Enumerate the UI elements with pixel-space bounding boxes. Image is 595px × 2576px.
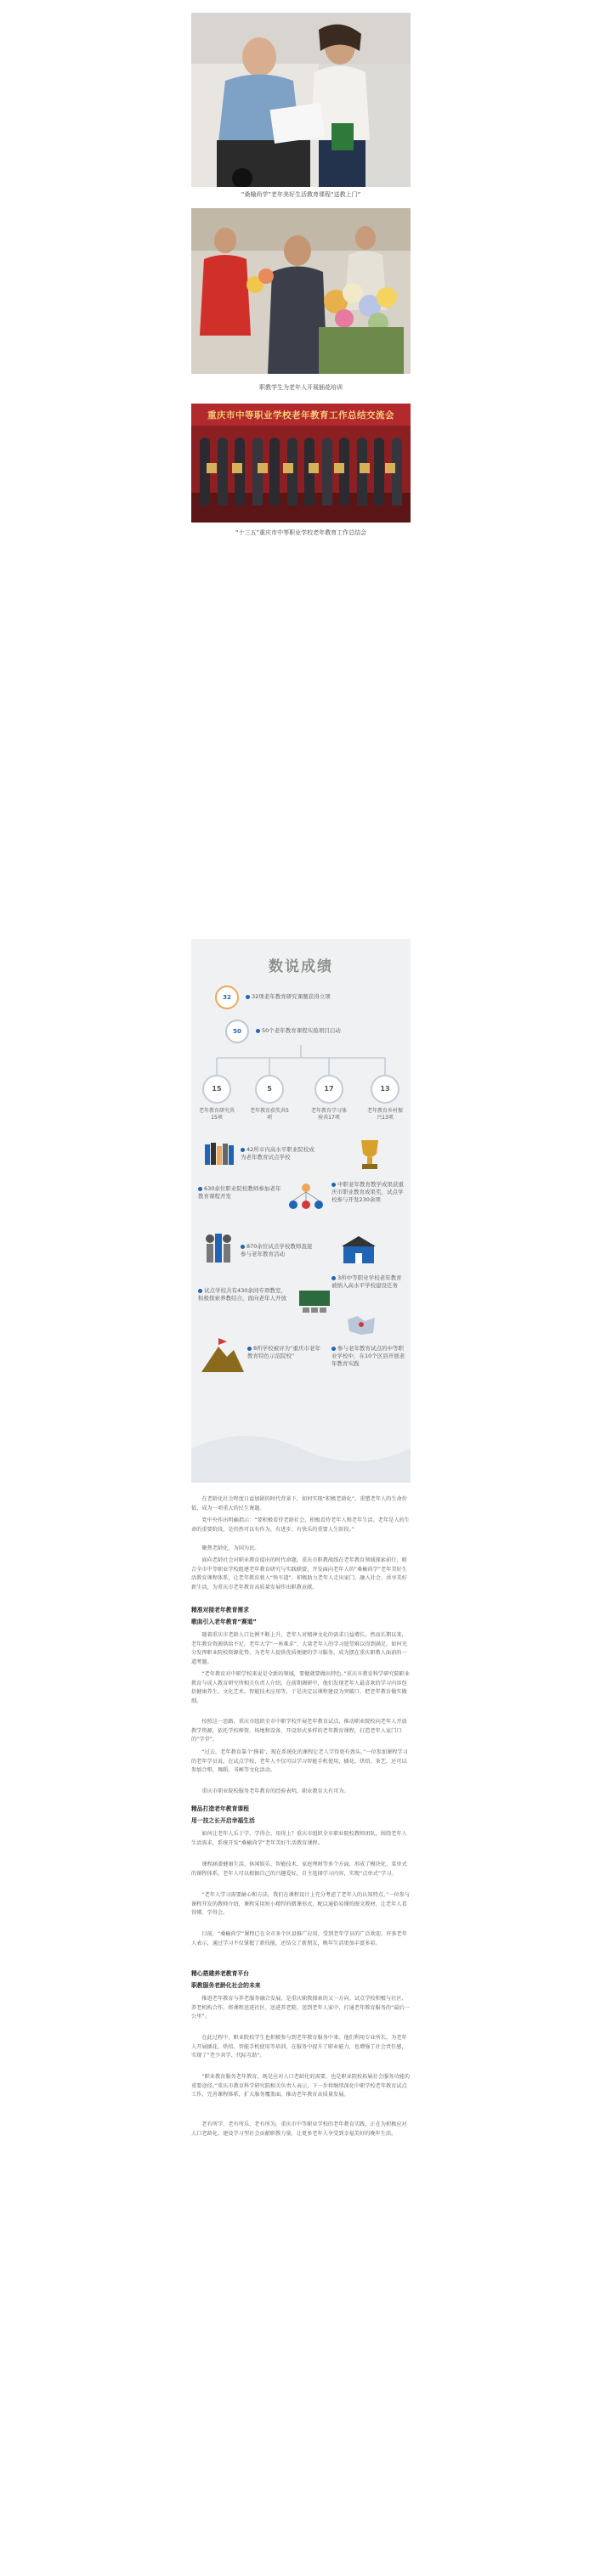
bullet-icon — [198, 1187, 202, 1191]
bullet-icon — [332, 1276, 336, 1280]
article-paragraph: 在此过程中，职业院校学生也积极参与到老年教育服务中来。他们利用专业所长，为老年人开展插花、烘焙、智能手机使用等培训，在服务中提升了职业能力，也增强了社会责任感，实现了“老少共学、代际互助”。 — [191, 2035, 407, 2059]
article-paragraph: 随着重庆市老龄人口比例不断上升，老年人对精神文化的需求日益增长。然而长期以来，老年教育资源供给不足，老年大学“一座难求”，大量老年人的学习愿望难以得到满足。如何充分发挥职业院校资源优势，为老年人提供优质便捷的学习服务，成为摆在重庆职教人面前的一道考题。 — [191, 1632, 407, 1665]
pill-label-research: 老年教育研究共15项 — [198, 1108, 235, 1121]
stat-teachers-activities: 870余位试点学校教师直接参与老年教育活动 — [241, 1243, 313, 1257]
caption-photo-3: “十三五”重庆市中等职业学校老年教育工作总结会 — [235, 529, 367, 536]
pill-awards: 5 — [255, 1075, 284, 1104]
stat-achievements: 中职老年教育教学成果获重庆市职业教育成果奖，试点学校参与开发230余项 — [332, 1181, 404, 1203]
stat-demonstration-schools: 8所学校被评为“重庆市老年教育特色示范院校” — [247, 1345, 321, 1359]
section-heading: 精品打造老年教育课程 — [191, 1805, 249, 1812]
books-icon — [203, 1141, 237, 1167]
pill-rural: 13 — [371, 1075, 400, 1104]
pill-label-rural: 老年教育乡村振兴13项 — [366, 1108, 403, 1121]
award-plaques — [207, 463, 395, 475]
mountain-flag-icon — [201, 1338, 244, 1372]
stat-pilot-schools: 42所市内高水平职业院校成为老年教育试点学校 — [241, 1146, 314, 1161]
photo-flower-training — [191, 208, 411, 374]
photo-summary-meeting — [191, 404, 411, 523]
article-paragraph: “老年教育对中职学校来说是全新的领域，要做就要做出特色。”重庆市教育科学研究院职业教育与成人教育研究所相关负责人介绍，在前期调研中，他们发现老年人最喜欢的学习内容包括健康养生、文化艺术、智能技术应用等，于是决定以课程建设为突破口，把老年教育做实做细。 — [191, 1671, 411, 1704]
article-paragraph: “过去，老年教育靠个‘摸着’，现在系统化的课程让老人学得更有劲头。”一位参加课程学习的老年学员说。在试点学校，老年人不仅可以学习智能手机使用、插花、烘焙、茶艺，还可以参加合唱、舞蹈、书画等文化活动。 — [191, 1749, 408, 1773]
stat-classrooms: 试点学校共有430余间专项教室，积极探索养教结合，面向老年人开放 — [198, 1287, 286, 1302]
bullet-icon — [241, 1245, 245, 1249]
classroom-icon — [298, 1289, 332, 1314]
section-subheading: 职教服务老龄化社会的未来 — [191, 1982, 261, 1989]
article-paragraph: 聚焦老龄化，为国为民。 — [201, 1545, 260, 1551]
school-icon — [340, 1236, 377, 1265]
people-network-icon — [285, 1181, 327, 1215]
banner-text: 重庆市中等职业学校老年教育工作总结交流会 — [207, 410, 394, 421]
article-paragraph: 目前，“桑榆尚学”课程已在全市多个区县推广应用，受到老年学员的广泛欢迎。许多老年人表示，通过学习不仅掌握了新技能，还结交了新朋友，晚年生活更加丰富多彩。 — [191, 1931, 407, 1946]
article-paragraph: 面向老龄社会对职业教育提出的时代命题，重庆市职教战线在老年教育领域探索前行，联合全市中等职业学校组建老年教育研究与实践联盟，开发面向老年人的“桑榆尚学”老年美好生活教育课程体系，让老年教育驶入“快车道”，积极助力老年人走出家门、融入社会、共享美好新生活，为重庆市老年教育高质量发展作出职教贡献。 — [191, 1557, 407, 1590]
caption-photo-1: “桑榆尚学”老年美好生活教育课程“送教上门” — [241, 191, 361, 198]
connector-lines — [191, 1045, 411, 1079]
article-paragraph: “职业教育服务老年教育，既是应对人口老龄化的需要，也是职业院校拓展社会服务功能的重要途径。”重庆市教育科学研究院相关负责人表示，下一步将继续深化中职学校老年教育试点工作，完善课程体系，扩大服务覆盖面，推动老年教育高质量发展。 — [191, 2074, 410, 2098]
pill-research: 15 — [202, 1075, 231, 1104]
article-paragraph: 如何让老年人乐于学、学得会、用得上？重庆市组织全市职业院校教师团队，围绕老年人生活需求，系统开发“桑榆尚学”老年美好生活教育课程。 — [191, 1831, 407, 1846]
article-paragraph: 按照这一思路，重庆市组织全市中职学校开展老年教育试点，推动职业院校向老年人开放教学资源，依托学校师资、场地和设备，开设形式多样的老年教育课程，打造老年人家门口的“学堂”。 — [191, 1719, 407, 1743]
stat-course-projects: 50个老年教育课程实验项目启动 — [256, 1027, 400, 1035]
infographic — [191, 939, 411, 1483]
bullet-icon — [332, 1347, 336, 1351]
stat-circle-50: 50 — [225, 1020, 249, 1043]
stat-high-level-schools: 3所中等职业学校老年教育被纳入高水平学校建设任务 — [332, 1274, 402, 1289]
decorative-wave — [191, 1415, 411, 1483]
section-heading: 精心搭建养老教育平台 — [191, 1970, 249, 1977]
section-subheading: 用一技之长开启幸福生活 — [191, 1817, 255, 1824]
article-paragraph: 老有所学、老有所乐、老有所为。重庆市中等职业学校的老年教育实践，正在为积极应对人口老龄化、建设学习型社会贡献职教力量，让更多老年人享受到幸福美好的晚年生活。 — [191, 2121, 407, 2137]
article-paragraph: 推进老年教育与养老服务融合发展，是重庆职教探索的又一方向。试点学校积极与社区、养老机构合作，将课程送进社区、送进养老院、送到老年人家中，打通老年教育服务的“最后一公里”。 — [191, 1996, 410, 2020]
bullet-icon — [246, 995, 250, 999]
photo-home-delivery — [191, 13, 411, 187]
caption-photo-2: 职教学生为老年人开展插花培训 — [259, 384, 343, 391]
bullet-icon — [256, 1029, 260, 1033]
pill-label-awards: 老年教育获奖共5项 — [250, 1108, 289, 1121]
trophy-icon — [354, 1138, 385, 1172]
pill-experience: 17 — [314, 1075, 343, 1104]
district-map-icon — [344, 1313, 378, 1338]
bullet-icon — [332, 1183, 336, 1187]
stat-districts: 参与老年教育试点的中等职业学校中，在10个区县开展老年教育实践 — [332, 1345, 405, 1367]
bullet-icon — [198, 1289, 202, 1293]
article-paragraph: 重庆市职业院校服务老年教育的经验表明，职业教育大有可为。 — [201, 1788, 349, 1794]
section-subheading: 歌曲引入老年教育“赛道” — [191, 1618, 257, 1625]
infographic-title: 数说成绩 — [269, 958, 333, 975]
article-paragraph: “老年人学习需要耐心和方法，我们在课程设计上充分考虑了老年人的认知特点。”一位参与课程开发的教师介绍，课程采用短小精悍的微课形式，配以通俗易懂的图文教材，让老年人看得懂、学得会。 — [191, 1892, 411, 1916]
stat-circle-32: 32 — [215, 986, 239, 1009]
raised-hands-icon — [201, 1232, 235, 1264]
stat-teachers-courses: 630余位职业院校教师参加老年教育课程开发 — [198, 1185, 281, 1200]
stat-research-topics: 32项老年教育研究课题获得立项 — [246, 993, 399, 1001]
pill-label-experience: 老年教育学习体验共17项 — [310, 1108, 347, 1121]
bullet-icon — [241, 1148, 245, 1152]
article-paragraph: 课程涵盖健康生活、休闲娱乐、智能技术、家庭理财等多个方面，形成了模块化、菜单式的课程体系。老年人可以根据自己的兴趣爱好，自主选择学习内容，实现“点单式”学习。 — [191, 1861, 407, 1877]
article-paragraph: 党中央作出明确指示：“要积极看待老龄社会，积极看待老年人和老年生活。老年是人的生命的重要阶段，是仍然可以有作为、有进步、有快乐的重要人生阶段。” — [191, 1517, 410, 1533]
section-heading: 精准对接老年教育需求 — [191, 1607, 249, 1613]
article-paragraph: 在老龄化社会程度日益加剧的时代背景下，如何实现“积极老龄化”，重塑老年人的生命价值，成为一项重大的民生课题。 — [191, 1496, 407, 1511]
bullet-icon — [247, 1347, 252, 1351]
